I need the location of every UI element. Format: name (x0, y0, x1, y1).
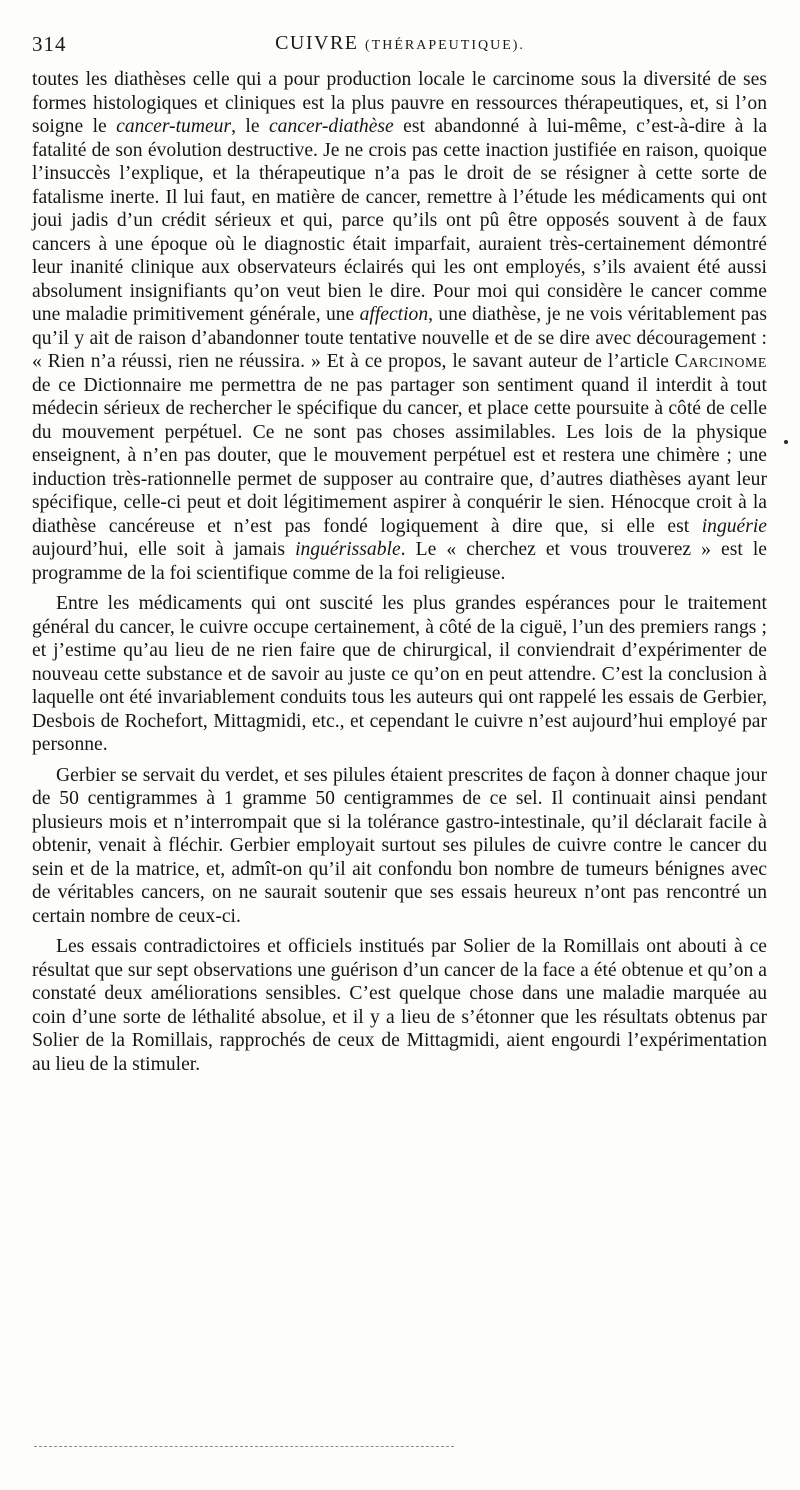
paragraph (32, 764, 767, 929)
paragraph (32, 68, 767, 585)
text-run: toutes les diathèses celle qui a pour production locale le carcinome sous la diversité de ses formes histologiques et cliniques est la plus pauvre en ressources thérapeutiques, et, si l’on soigne le (32, 69, 767, 137)
italic-term: inguérie (701, 515, 767, 537)
text-run: de ce Dictionnaire me permettra de ne pas partager son sentiment quand il interdit à tout médecin sérieux de rechercher le spécifique du cancer, et place cette poursuite à côté de celle du mouvement perpétuel. Ce ne sont pas choses assimilables. Les lois de la physique enseignent, à n’en pas douter, que le mouvement perpétuel est et restera une chimère ; une induction très-rationnelle permet de supposer au contraire que, d’autres diathèses ayant leur spécifique, celle-ci peut et doit légitimement aspirer à conquérir le sien. Hénocque croit à la diathèse cancéreuse et n’est pas fondé logiquement à dire que, si elle est (32, 374, 767, 537)
text-run: aujourd’hui, elle soit à jamais (32, 539, 296, 560)
running-header (32, 30, 768, 60)
italic-term: cancer-diathèse (268, 116, 394, 137)
text-run: est abandonné à lui-même, c’est-à-dire à la fatalité de son évolution destructive. Je ne crois pas cette inaction justifiée en raison, quoique l’insuccès l’explique, et la thérapeutique n’a pas le droit de se résigner à cette sorte de fatalisme inerte. Il lui faut, en matière de cancer, remettre à l’étude les médicaments qui ont joui jadis d’un crédit sérieux et qui, parce qu’ils ont pû être opposés souvent à de faux cancers à une époque où le diagnostic était imparfait, auraient très-certainement démontré leur inanité clinique aux observateurs éclairés qui les ont employés, s’ils avaient été aussi absolument insignifiants qu’on veut bien le dire. Pour moi qui considère le cancer comme une maladie primitivement générale, une (32, 116, 768, 325)
text-run: , une diathèse, je ne vois véritablement pas qu’il y ait de raison d’abandonner toute tentative nouvelle et de se dire avec découragement : « Rien n’a réussi, rien ne réussira. » Et à ce propos, le savant auteur de l’article (32, 304, 767, 372)
body-text (32, 68, 767, 1083)
text-run: Les essais contradictoires et officiels institués par Solier de la Romillais ont abouti à ce résultat que sur sept observations une guérison d’un cancer de la face a été obtenue et qu’on a constaté deux améliorations sensibles. C’est quelque chose dans une maladie marquée au coin d’une sorte de léthalité absolue, et il y a lieu de s’étonner que les résultats obtenus par Solier de la Romillais, rapprochés de ceux de Mittagmidi, aient engourdi l’expérimentation au lieu de la stimuler. (32, 936, 767, 1075)
running-title-sub: (THÉRAPEUTIQUE). (365, 38, 525, 53)
text-run: , le (231, 116, 269, 137)
text-run: Entre les médicaments qui ont suscité les plus grandes espérances pour le traitement général du cancer, le cuivre occupe certainement, à côté de la ciguë, l’un des premiers rangs ; et j’estime qu’au lieu de ne rien faire que de chirurgical, il conviendrait d’expérimenter de nouveau cette substance et de savoir au juste ce qu’on en peut attendre. C’est la conclusion à laquelle ont été invariablement conduits tous les auteurs qui ont rappelé les essais de Gerbier, Desbois de Rochefort, Mittagmidi, etc., et cependant le cuivre n’est aujourd’hui employé par personne. (32, 593, 767, 755)
paragraph (32, 592, 767, 757)
italic-term: cancer-tumeur (116, 116, 232, 137)
text-run: . Le « cherchez et vous trouverez » est le programme de la foi scientifique comme de la foi religieuse. (32, 539, 767, 584)
running-title (32, 32, 768, 55)
italic-term: affection (359, 304, 429, 325)
print-speck (784, 440, 788, 444)
text-run: Gerbier se servait du verdet, et ses pilules étaient prescrites de façon à donner chaque jour de 50 centigrammes à 1 gramme 50 centigrammes de ce sel. Il continuait ainsi pendant plusieurs mois et n’interrompait que si la tolérance gastro-intestinale, qu’il déclarait facile à obtenir, venait à fléchir. Gerbier employait surtout ses pilules de cuivre contre le cancer du sein et de la matrice, et, admît-on qu’il ait confondu bon nombre de tumeurs bénignes avec de véritables cancers, on ne saurait soutenir que ses essais heureux n’ont pas rencontré un certain nombre de ceux-ci. (32, 764, 767, 927)
page-number: 314 (32, 32, 67, 56)
italic-term: inguérissable (295, 539, 401, 560)
running-title-main: CUIVRE (275, 32, 359, 54)
footer-rule (34, 1446, 454, 1447)
paragraph (32, 935, 767, 1076)
small-caps-term: Carcinome (674, 351, 767, 372)
